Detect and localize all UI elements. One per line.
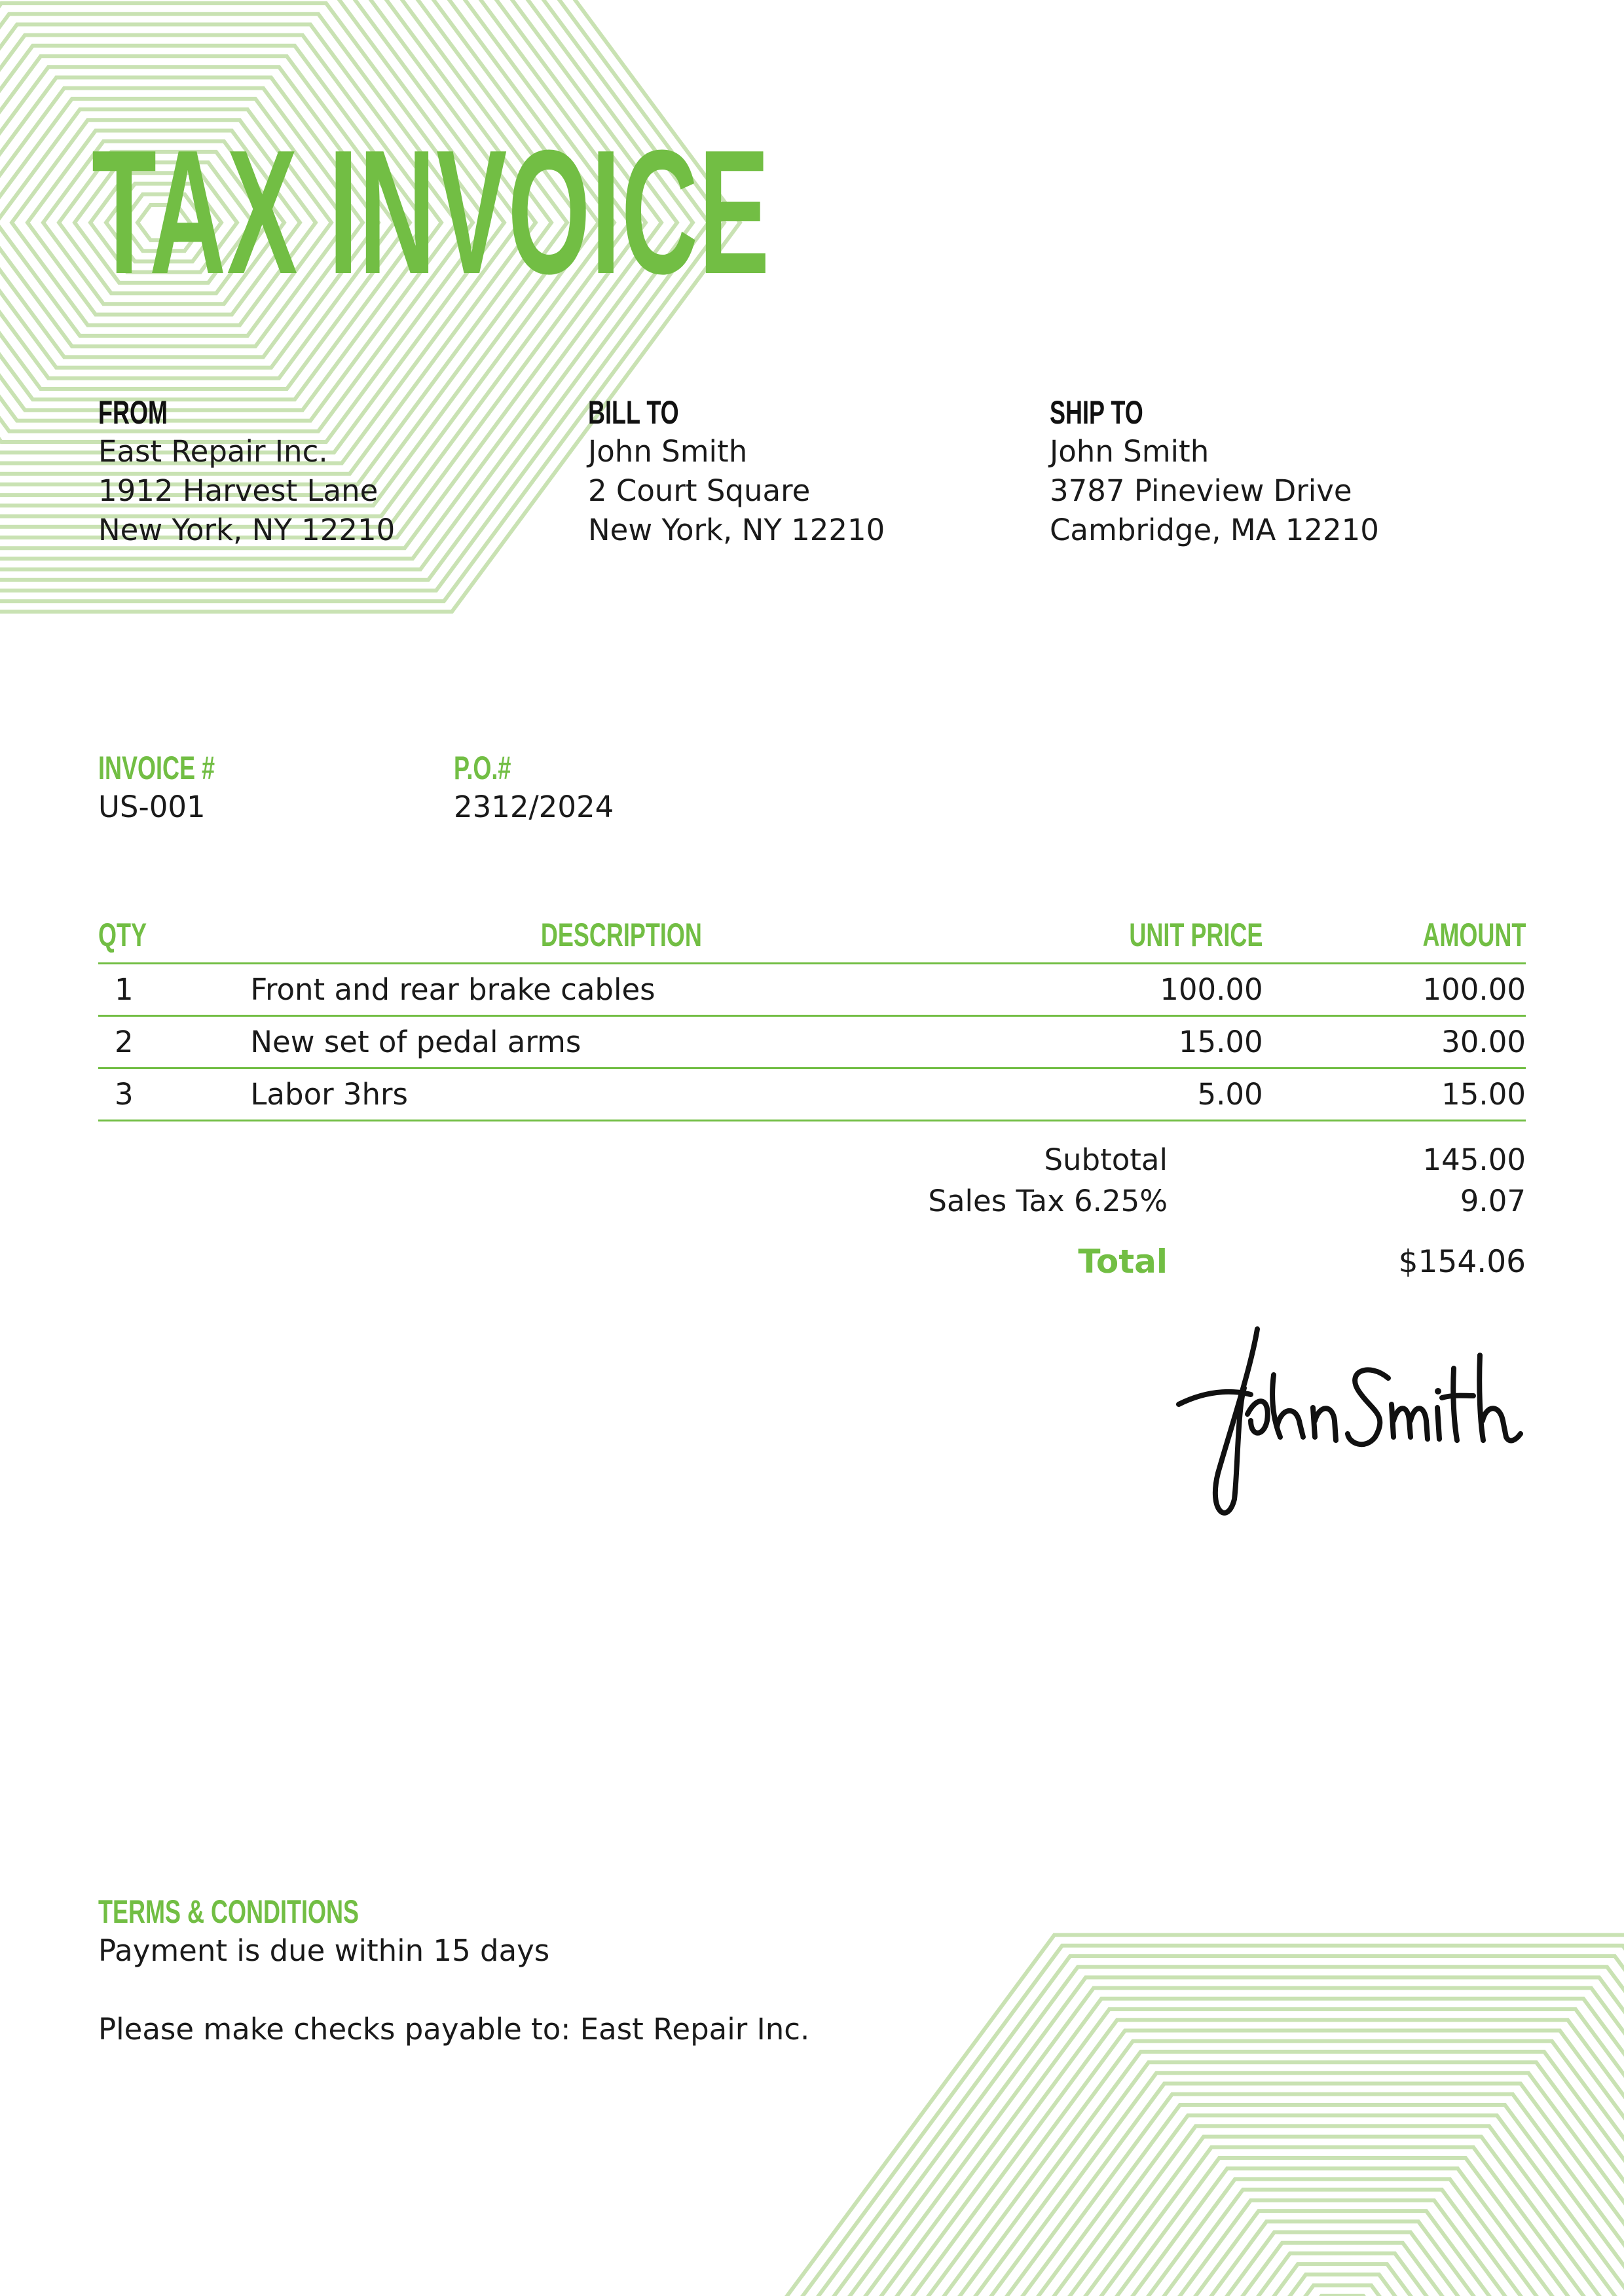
from-line: East Repair Inc. [98,434,328,469]
table-row [98,964,1526,1016]
description-cell: New set of pedal arms [250,1016,993,1068]
invoice-number-label: INVOICE # [98,750,215,786]
unit-price-cell: 15.00 [993,1016,1263,1068]
total-value: $154.06 [1398,1244,1526,1280]
qty-header: QTY [98,907,250,964]
page-title: TAX INVOICE [92,114,771,311]
amount-cell: 15.00 [1263,1068,1526,1121]
from-line: New York, NY 12210 [98,513,396,547]
subtotal-label: Subtotal [1044,1142,1168,1177]
qty-cell: 1 [98,964,250,1016]
bill-to-line: New York, NY 12210 [588,513,885,547]
hexagon-pattern-bottom [766,1935,1624,2296]
table-header-row [98,907,1526,964]
po-number-label: P.O.# [454,750,511,786]
tax-label: Sales Tax 6.25% [928,1184,1168,1218]
description-cell: Front and rear brake cables [250,964,993,1016]
table-row [98,1016,1526,1068]
ship-to-line: 3787 Pineview Drive [1050,473,1352,508]
bill-to-line: 2 Court Square [588,473,811,508]
invoice-number-value: US-001 [98,790,206,824]
line-items-table [98,907,1526,1121]
terms-block [98,1892,809,2049]
hexagon-ring [939,2052,1624,2296]
from-block [98,393,395,550]
ship-to-label: SHIP TO [1050,394,1143,431]
invoice-number-block [98,748,260,827]
bill-to-line: John Smith [588,434,748,469]
signature-image [1172,1316,1526,1532]
unit-price-cell: 100.00 [993,964,1263,1016]
qty-cell: 2 [98,1016,250,1068]
qty-cell: 3 [98,1068,250,1121]
bill-to-label: BILL TO [588,394,679,431]
table-row [98,1068,1526,1121]
tax-value: 9.07 [1460,1184,1526,1218]
terms-line: Please make checks payable to: East Repair Inc. [98,2012,810,2047]
unit-price-cell: 5.00 [993,1068,1263,1121]
amount-cell: 30.00 [1263,1016,1526,1068]
po-number-value: 2312/2024 [454,790,614,824]
description-header: DESCRIPTION [250,907,993,964]
unit-price-header: UNIT PRICE [993,907,1263,964]
hexagon-ring [1159,2200,1526,2296]
total-label: Total [1078,1243,1168,1281]
ship-to-block [1050,393,1379,550]
ship-to-line: Cambridge, MA 12210 [1050,513,1379,547]
bill-to-block [588,393,885,550]
amount-header: AMOUNT [1263,907,1526,964]
subtotal-value: 145.00 [1422,1142,1526,1177]
from-line: 1912 Harvest Lane [98,473,378,508]
hexagon-ring [1222,2243,1463,2296]
ship-to-line: John Smith [1050,434,1209,469]
amount-cell: 100.00 [1263,964,1526,1016]
po-number-block [454,748,614,827]
from-label: FROM [98,394,168,431]
description-cell: Labor 3hrs [250,1068,993,1121]
terms-label: TERMS & CONDITIONS [98,1893,360,1930]
terms-line: Payment is due within 15 days [98,1933,550,1968]
